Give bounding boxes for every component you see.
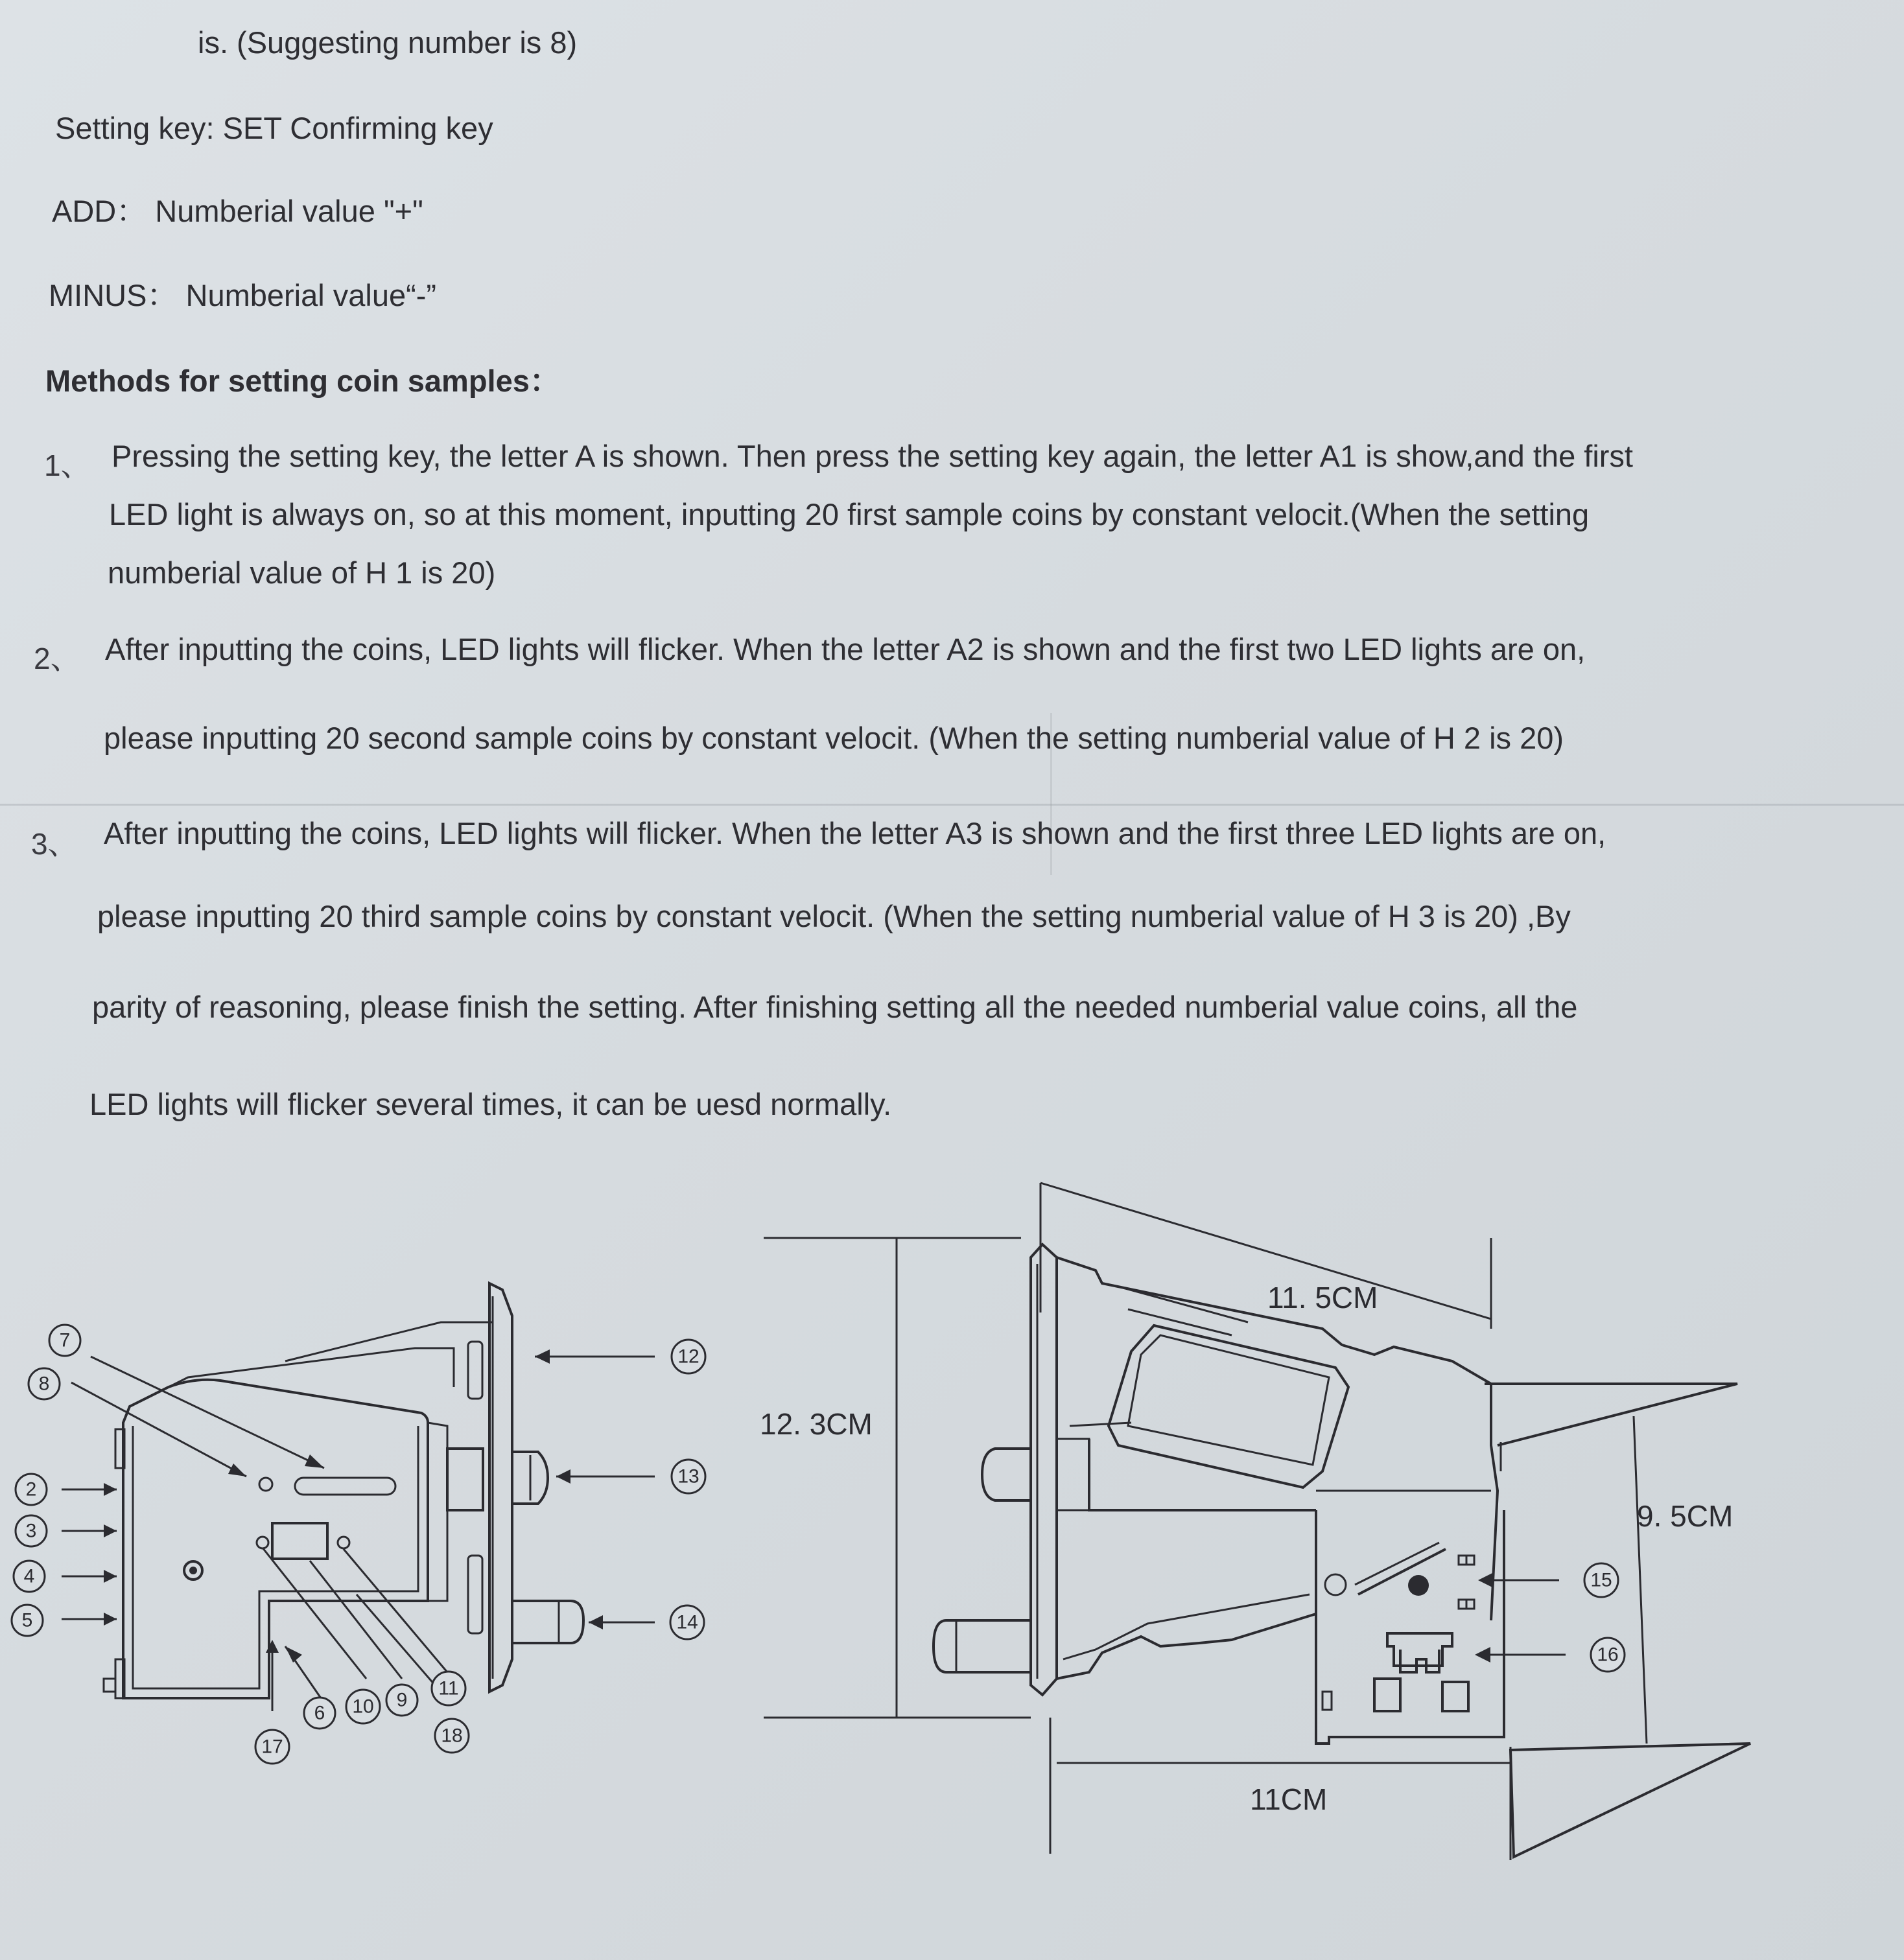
- svg-text:7: 7: [59, 1329, 71, 1351]
- svg-text:14: 14: [676, 1611, 698, 1633]
- step-1-number: 1、: [44, 449, 91, 482]
- step-3-number: 3、: [31, 827, 78, 861]
- svg-text:9: 9: [396, 1689, 408, 1711]
- svg-text:15: 15: [1590, 1569, 1612, 1591]
- svg-text:5: 5: [21, 1609, 33, 1631]
- dimension-right-label: 9. 5CM: [1637, 1499, 1734, 1533]
- callout-15: [1584, 1563, 1618, 1597]
- step-1-line-1: Pressing the setting key, the letter A is shown. Then press the setting key again, the letter A1 is show,and the first: [112, 439, 1633, 473]
- svg-text:6: 6: [314, 1702, 325, 1724]
- add-key-line: ADD： Numberial value "+": [52, 194, 423, 228]
- dimension-bottom-label: 11CM: [1250, 1782, 1328, 1816]
- svg-text:2: 2: [25, 1478, 37, 1500]
- step-3-line-2: please inputting 20 third sample coins by constant velocit. (When the setting numberial value of H 3 is 20) ,By: [97, 899, 1571, 933]
- methods-heading: Methods for setting coin samples：: [45, 364, 560, 398]
- step-2-number: 2、: [34, 642, 80, 675]
- callout-16: [1591, 1638, 1625, 1672]
- svg-text:8: 8: [38, 1373, 50, 1395]
- step-3-line-4: LED lights will flicker several times, it can be uesd normally.: [89, 1087, 892, 1121]
- svg-text:13: 13: [677, 1465, 699, 1488]
- step-2-line-1: After inputting the coins, LED lights will flicker. When the letter A2 is shown and the first two LED lights are on,: [105, 632, 1586, 666]
- dimension-left-label: 12. 3CM: [760, 1407, 873, 1441]
- svg-text:10: 10: [352, 1696, 374, 1718]
- minus-key-line: MINUS： Numberial value“-”: [49, 278, 437, 312]
- header-line: is. (Suggesting number is 8): [198, 25, 578, 60]
- svg-text:12: 12: [677, 1346, 699, 1368]
- svg-text:11: 11: [438, 1677, 459, 1699]
- step-1-line-2: LED light is always on, so at this moment, inputting 20 first sample coins by constant velocit.(When the setting: [109, 497, 1590, 531]
- svg-text:3: 3: [25, 1520, 37, 1542]
- step-1-line-3: numberial value of H 1 is 20): [108, 555, 496, 590]
- setting-key-line: Setting key: SET Confirming key: [55, 111, 493, 145]
- dimension-top-label: 11. 5CM: [1267, 1281, 1378, 1314]
- step-3-line-3: parity of reasoning, please finish the setting. After finishing setting all the needed numberial value coins, all the: [92, 990, 1578, 1024]
- svg-text:4: 4: [23, 1565, 35, 1587]
- step-3-line-1: After inputting the coins, LED lights will flicker. When the letter A3 is shown and the first three LED lights are on,: [104, 816, 1606, 850]
- svg-text:17: 17: [261, 1736, 283, 1758]
- step-2-line-2: please inputting 20 second sample coins by constant velocit. (When the setting numberial value of H 2 is 20): [104, 721, 1564, 755]
- svg-text:18: 18: [441, 1725, 463, 1747]
- svg-text:16: 16: [1597, 1644, 1619, 1666]
